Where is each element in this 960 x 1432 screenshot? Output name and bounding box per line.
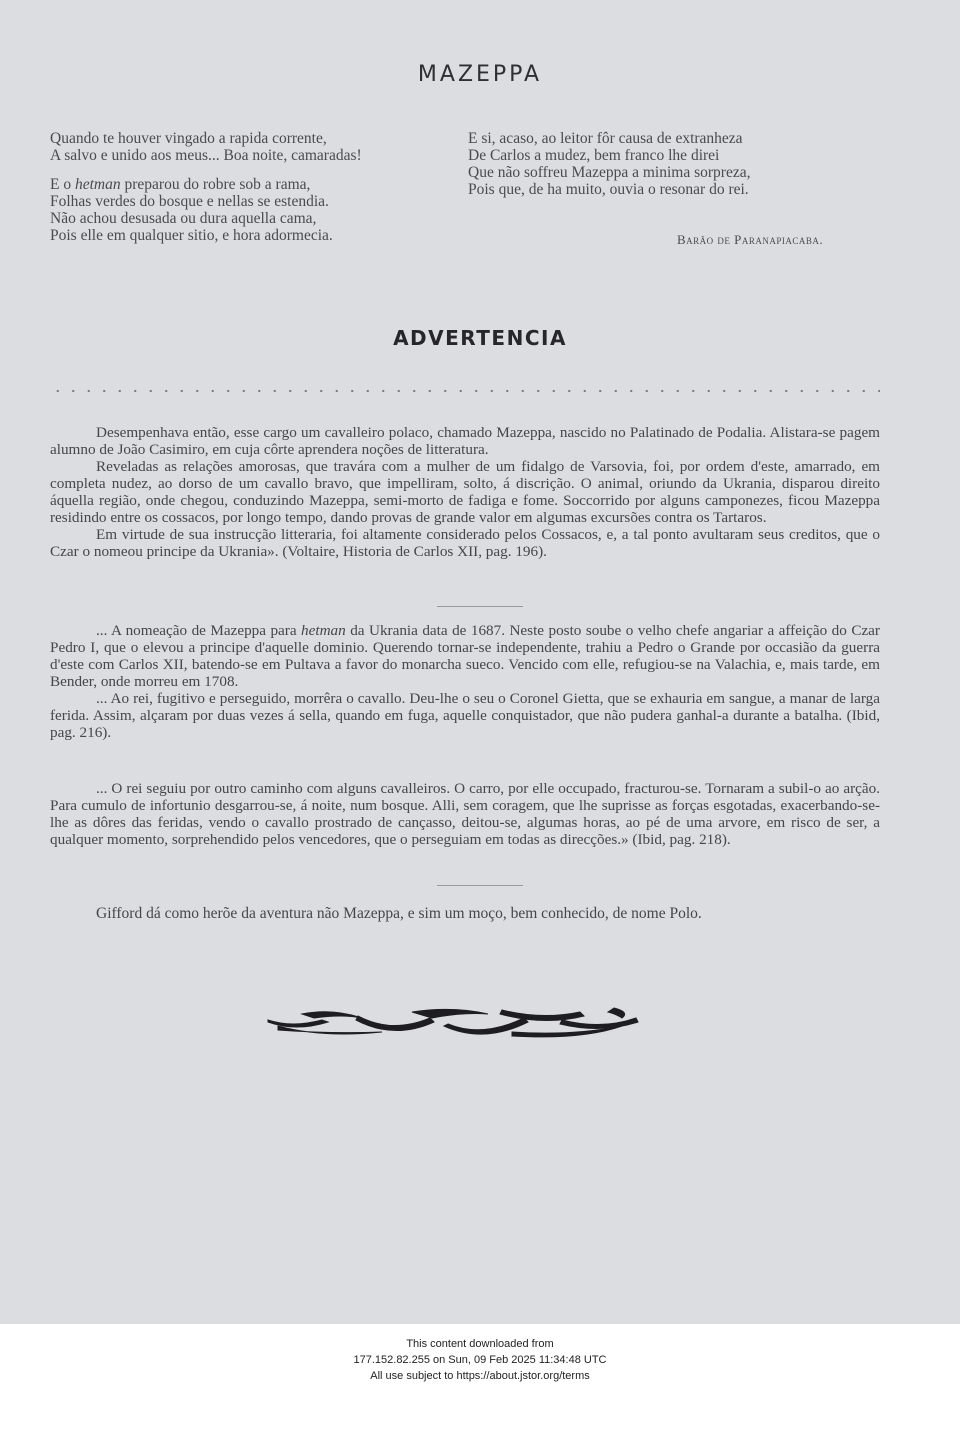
- dotted-separator: [50, 390, 880, 392]
- section-heading: ADVERTENCIA: [393, 326, 567, 350]
- poem-right-column: [468, 130, 750, 198]
- paragraph-text: ... A nomeação de Mazeppa para: [96, 622, 302, 639]
- author-signature: Barão de Paranapiacaba.: [677, 232, 824, 247]
- poem-line: Não achou desusada ou dura aquella cama,: [50, 210, 317, 227]
- poem-line: Pois que, de ha muito, ouvia o resonar do rei.: [468, 181, 749, 198]
- footer-line: All use subject to https://about.jstor.org/terms: [370, 1370, 590, 1382]
- poem-text: E o: [50, 176, 75, 193]
- closing-paragraph: Gifford dá como herõe da aventura não Mazeppa, e sim um moço, bem conhecido, de nome Polo.: [96, 905, 702, 922]
- poem-line: Pois elle em qualquer sitio, e hora adormecia.: [50, 227, 333, 244]
- paragraph: ... Ao rei, fugitivo e perseguido, morrêra o cavallo. Deu-lhe o seu o Coronel Gietta, que se exhauria em sangue, a manar de larga ferida. Assim, alçaram por duas vezes á sella, quando em fuga, aquelle conquistador, que não pudera ganhal-a durante a batalha. (Ibid, pag. 216).: [50, 690, 880, 741]
- paragraph: [50, 622, 880, 690]
- text-block: [50, 780, 880, 848]
- paragraph: Desempenhava então, esse cargo um cavalleiro polaco, chamado Mazeppa, nascido no Palatinado de Podalia. Alistara-se pagem alumno de João Casimiro, em cuja côrte aprendera noções de litteratura.: [50, 424, 880, 458]
- divider: [437, 885, 523, 886]
- poem-left-column: [50, 130, 362, 256]
- poem-line: [50, 176, 362, 193]
- poem-line: Que não soffreu Mazeppa a minima sorpreza,: [468, 164, 751, 181]
- italic-term: hetman: [301, 622, 346, 639]
- page-title: MAZEPPA: [417, 62, 543, 87]
- paragraph: Reveladas as relações amorosas, que travára com a mulher de um fidalgo de Varsovia, foi, por ordem d'este, amarrado, em completa nudez, ao dorso de um cavallo bravo, que impelliram, solto, á discrição. O animal, oriundo da Ukrania, disparou direito áquella região, onde chegou, conduzindo Mazeppa, semi-morto de fadiga e fome. Soccorrido por alguns camponezes, ficou Mazeppa residindo entre os cossacos, por longo tempo, dando provas de grande valor em algumas excursões contra os Tartaros.: [50, 458, 880, 526]
- poem-line: Quando te houver vingado a rapida corrente,: [50, 130, 327, 147]
- footer-line: 177.152.82.255 on Sun, 09 Feb 2025 11:34:48 UTC: [353, 1354, 607, 1366]
- paragraph: Em virtude de sua instrucção litteraria, foi altamente considerado pelos Cossacos, e, a tal ponto avultaram seus creditos, que o Czar o nomeou principe da Ukrania». (Voltaire, Historia de Carlos XII, pag. 196).: [50, 526, 880, 560]
- poem-stanza: [50, 176, 362, 244]
- paragraph: ... O rei seguiu por outro caminho com alguns cavalleiros. O carro, por elle occupado, fracturou-se. Tornaram a subil-o ao arção. Para cumulo de infortunio desgarrou-se, á noite, num bosque. Alli, sem coragem, que lhe suprisse as forças esgotadas, exacerbando-se-lhe as dôres das feridas, vendo o cavallo prostrado de cançasso, deitou-se, algumas horas, ao pé de uma arvore, em risco de ser, a qualquer momento, sorprehendido pelos vencedores, que o perseguiam em todas as direcções.» (Ibid, pag. 218).: [50, 780, 880, 848]
- paragraph-text: da Ukrania data de 1687. Neste posto soube o velho chefe angariar a affeição do Czar Pedro I, que o elevou a principe d'aquelle dominio. Querendo tornar-se independente, trahiu a Pedro o Grande por occasião da guerra d'este com Carlos XII, batendo-se em Pultava a favor do monarcha sueco. Vencido com elle, refugiou-se na Valachia, e, mais tarde, em Bender, onde morreu em 1708.: [50, 622, 880, 690]
- text-block: [50, 424, 880, 560]
- poem-line: Folhas verdes do bosque e nellas se estendia.: [50, 193, 329, 210]
- poem-line: A salvo e unido aos meus... Boa noite, camaradas!: [50, 147, 362, 164]
- footer-line: This content downloaded from: [406, 1338, 554, 1350]
- ornament-icon: [262, 1004, 642, 1044]
- jstor-footer: [0, 1336, 960, 1384]
- poem-text: preparou do robre sob a rama,: [120, 176, 311, 193]
- italic-term: hetman: [74, 176, 121, 193]
- poem-stanza: [50, 130, 362, 164]
- divider: [437, 606, 523, 607]
- poem-line: De Carlos a mudez, bem franco lhe direi: [468, 147, 720, 164]
- text-block: [50, 622, 880, 741]
- poem-line: E si, acaso, ao leitor fôr causa de extranheza: [468, 130, 743, 147]
